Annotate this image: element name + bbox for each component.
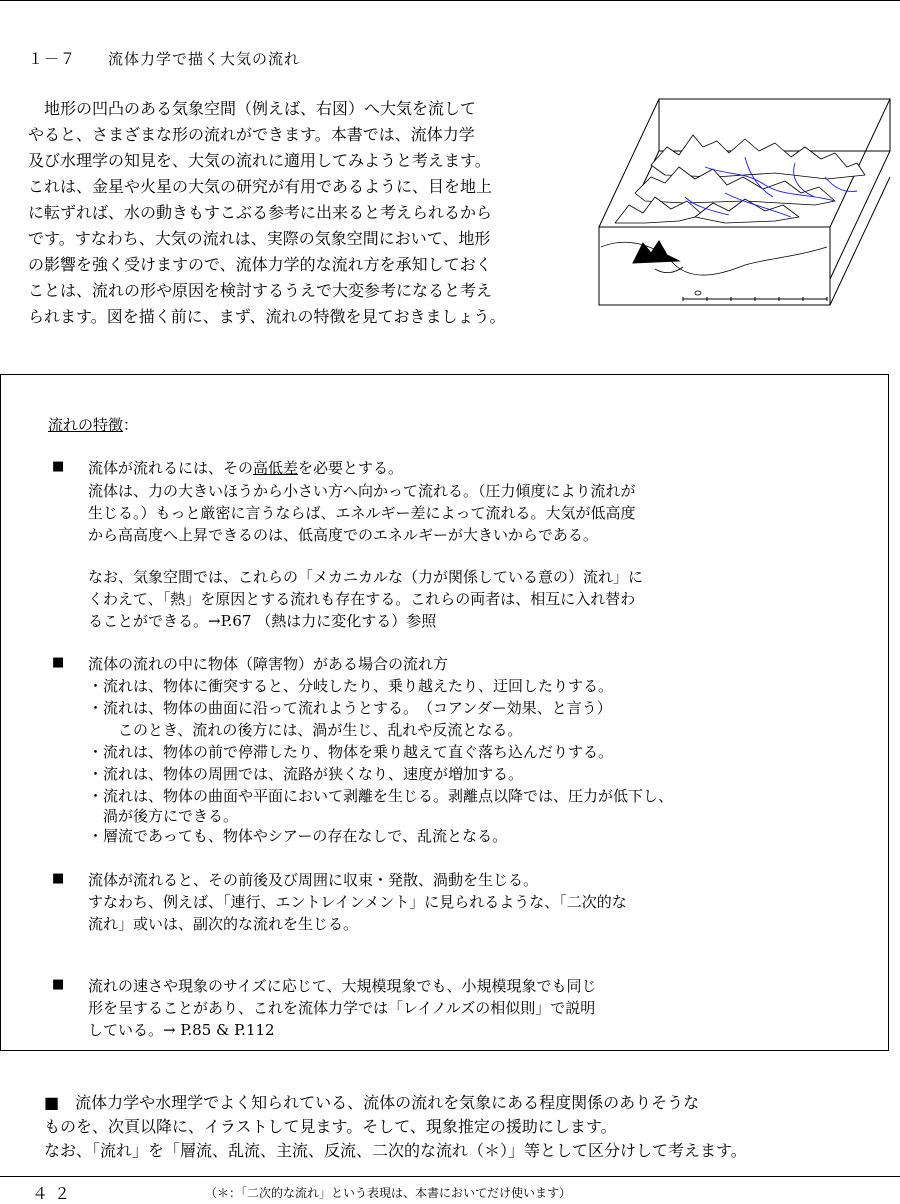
bullet-line: このとき、流れの後方には、渦が生じ、乱れや反流となる。 [88, 721, 523, 739]
bullet-line: ・流れは、物体の周囲では、流路が狭くなり、速度が増加する。 [88, 765, 524, 783]
outro-line: ものを、次頁以降に、イラストして見ます。そして、現象推定の援助にします。 [44, 1117, 617, 1136]
bullet-line: している。→ P.85 & P.112 [88, 1021, 275, 1039]
page-number: ４２ [32, 1184, 77, 1203]
bullet-line: なお、気象空間では、これらの「メカニカルな（力が関係している意の）流れ」に [88, 568, 644, 586]
bullet-line: 流体の流れの中に物体（障害物）がある場合の流れ方 [88, 655, 449, 673]
bullet-line: ・流れは、物体の曲面に沿って流れようとする。 （コアンダー効果、と言う） [88, 699, 612, 717]
footnote: （＊：「二次的な流れ」という表現は、本書においてだけ使います） [205, 1186, 572, 1200]
intro-line: られます。図を描く前に、まず、流れの特徴を見ておきましょう。 [28, 307, 506, 326]
intro-line: 及び水理学の知見を、大気の流れに適用してみようと考えます。 [28, 151, 491, 170]
bullet-line: から高高度へ上昇できるのは、低高度でのエネルギーが大きいからである。 [88, 526, 598, 544]
bullet-line: 流れの速さや現象のサイズに応じて、大規模現象でも、小規模現象でも同じ [88, 977, 597, 995]
bullet-line: 流体は、力の大きいほうから小さい方へ向かって流れる。（圧力傾度により流れが [88, 482, 636, 500]
intro-line: 地形の凹凸のある気象空間（例えば、右図）へ大気を流して [28, 99, 477, 118]
bullet-line: ・層流であっても、物体やシアーの存在なしで、乱流となる。 [88, 827, 508, 845]
outro-paragraph [44, 1091, 747, 1163]
bullet-line: くわえて、「熱」を原因とする流れも存在する。これらの両者は、相互に入れ替わ [88, 590, 636, 608]
bullet-mark: ■ [52, 871, 65, 886]
bottom-rule [0, 1176, 900, 1177]
bullet-line: 形を呈することがあり、これを流体力学では「レイノルズの相似則」で説明 [88, 999, 596, 1017]
intro-line: の影響を強く受けますので、流体力学的な流れ方を承知しておく [28, 255, 492, 274]
intro-line: やると、さまざまな形の流れができます。本書では、流体力学 [28, 125, 475, 144]
terrain-block-diagram [595, 97, 893, 309]
bullet-mark: ■ [52, 977, 65, 992]
bullet-line: ることができる。→P.67 （熱は力に変化する）参照 [88, 612, 437, 630]
bullet-line: ・流れは、物体に衝突すると、分岐したり、乗り越えたり、迂回したりする。 [88, 677, 614, 695]
box-title [48, 414, 138, 435]
bullet-line [88, 457, 403, 478]
bullet-line: 渦が後方にできる。 [88, 807, 239, 825]
bullet-line: ・流れは、物体の前で停滞したり、物体を乗り越えて直ぐ落ち込んだりする。 [88, 743, 614, 761]
text-span: 流体が流れるには、その [88, 459, 254, 477]
top-rule [0, 0, 900, 1]
outro-line: ■ 流体力学や水理学でよく知られている、流体の流れを気象にある程度関係のありそうな [44, 1093, 700, 1112]
intro-line: に転ずれば、水の動きもすこぶる参考に出来ると考えられるから [28, 203, 493, 222]
intro-line: これは、金星や火星の大気の研究が有用であるように、目を地上 [28, 177, 493, 196]
bullet-mark: ■ [52, 459, 65, 474]
bullet-line: ・流れは、物体の曲面や平面において剥離を生じる。剥離点以降では、圧力が低下し、 [88, 787, 674, 805]
bullet-line: 生じる。）もっと厳密に言うならば、エネルギー差によって流れる。大気が低高度 [88, 504, 636, 522]
underlined-term: 高低差 [253, 459, 299, 477]
section-heading: １－７ 流体力学で描く大気の流れ [28, 50, 301, 68]
bullet-mark: ■ [52, 655, 65, 670]
box-title-text: 流れの特徴 [48, 416, 124, 434]
intro-paragraph [28, 96, 598, 330]
intro-line: ことは、流れの形や原因を検討するうえで大変参考になると考え [28, 281, 493, 300]
box-title-colon: ： [123, 416, 139, 434]
text-span: を必要とする。 [298, 459, 404, 477]
outro-line: なお、「流れ」を「層流、乱流、主流、反流、二次的な流れ（＊）」等として区分けして考えます。 [44, 1141, 747, 1160]
bullet-line: 流れ」或いは、副次的な流れを生じる。 [88, 915, 359, 933]
bullet-line: 流体が流れると、その前後及び周囲に収束・発散、渦動を生じる。 [88, 871, 539, 889]
bullet-line: すなわち、例えば、「連行、エントレインメント」に見られるような、「二次的な [88, 893, 627, 911]
intro-line: です。すなわち、大気の流れは、実際の気象空間において、地形 [28, 229, 491, 248]
